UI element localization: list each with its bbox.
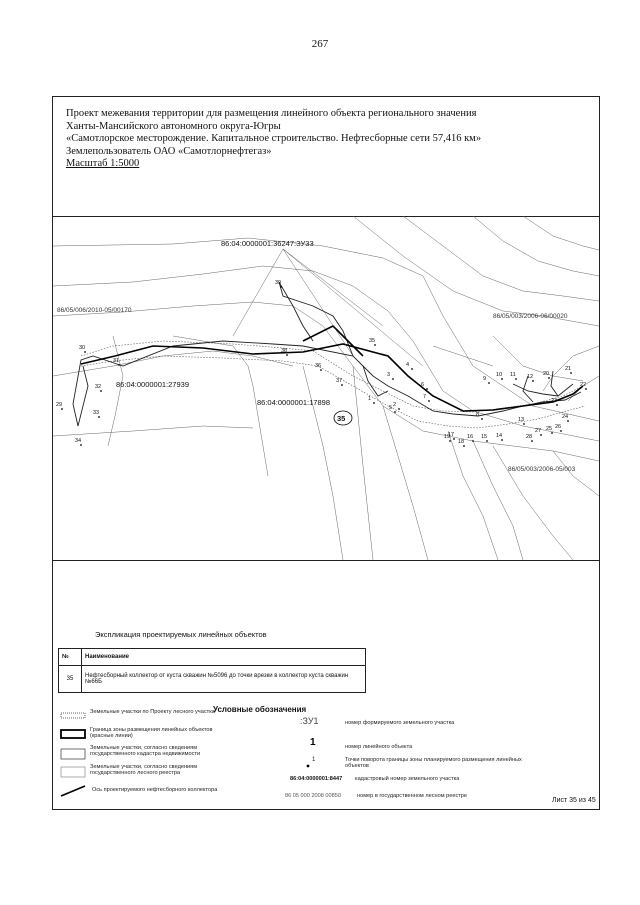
legend-left-item-1: Граница зоны размещения линейных объектов (красные линии): [90, 727, 213, 740]
turn-point-dot: [394, 411, 396, 413]
turn-point-label: 35: [369, 338, 376, 344]
title-line-1: Проект межевания территории для размещения линейного объекта регионального значения: [66, 108, 477, 119]
turn-point-dot: [472, 440, 474, 442]
title-line-4: Землепользователь ОАО «Самотлорнефтегаз»: [66, 145, 272, 157]
turn-point-label: 30: [79, 345, 86, 351]
forest-left-label: 86/05/006/2010-05/00170: [57, 307, 132, 314]
turn-point-dot: [585, 388, 587, 390]
turn-point-dot: [481, 418, 483, 420]
turn-point-label: 13: [518, 417, 525, 423]
turn-point-dot: [532, 380, 534, 382]
turn-point-label: 31: [113, 358, 120, 364]
legend-right-item-4: номер в государственном лесном реестре: [357, 793, 468, 799]
turn-point-dot: [392, 378, 394, 380]
turn-point-dot: [449, 440, 451, 442]
turn-point-dot: [463, 445, 465, 447]
turn-point-label: 24: [562, 414, 569, 420]
forest-right-top-label: 86/05/003/2006-06/00020: [493, 313, 568, 320]
turn-point-dot: [548, 377, 550, 379]
turn-point-dot: [398, 408, 400, 410]
cadastre-plot-icon: [60, 748, 86, 760]
turn-point-dot: [80, 444, 82, 446]
turn-point-dot: [118, 364, 120, 366]
turn-point-dot: [286, 354, 288, 356]
turn-point-dot: [411, 368, 413, 370]
turn-point-label: 25: [546, 426, 553, 432]
forest-plot-icon: [60, 766, 86, 778]
turn-point-dot: [426, 388, 428, 390]
legend-right-item-0: номер формируемого земельного участка: [345, 720, 455, 726]
turn-point-label: 5: [389, 405, 393, 411]
cadastral-map: [53, 216, 599, 560]
turn-point-dot: [515, 378, 517, 380]
turn-point-label: 23: [551, 398, 558, 404]
object-number-marker: [334, 411, 352, 425]
turn-point-label: 34: [75, 438, 82, 444]
turn-point-label: 26: [555, 424, 562, 430]
forest-right-bottom-label: 86/05/003/2006-05/003: [508, 466, 576, 473]
turn-point-label: 1: [368, 396, 372, 402]
turn-point-label: 17: [448, 432, 455, 438]
turn-point-label: 11: [510, 372, 516, 378]
turn-point-label: 6: [421, 382, 425, 388]
turn-point-label: 27: [535, 428, 542, 434]
turn-point-label: 14: [496, 433, 503, 439]
turn-point-dot: [453, 438, 455, 440]
turn-point-label: 36: [315, 363, 322, 369]
sheet-label: Лист 35 из 45: [552, 797, 596, 804]
turn-point-label: 37: [336, 378, 343, 384]
map-bottom-border: [53, 560, 599, 561]
turn-point-label: 38: [281, 348, 288, 354]
turn-point-label: 3: [387, 372, 391, 378]
turn-point-dot: [341, 384, 343, 386]
explication-table: [58, 648, 366, 693]
turn-point-dot: [373, 402, 375, 404]
header-num: №: [59, 649, 82, 666]
new-plot-symbol: :ЗУ1: [300, 716, 319, 726]
turn-point-dot: [486, 440, 488, 442]
page-number: 267: [311, 38, 329, 50]
turn-point-label: 22: [580, 382, 587, 388]
turn-point-dot: [531, 440, 533, 442]
turn-point-dot: [560, 430, 562, 432]
turn-point-dot: [84, 351, 86, 353]
turn-point-dot: [488, 382, 490, 384]
legend-left-item-0: Земельные участки по Проекту лесного участка: [90, 709, 215, 715]
turn-point-dot: [540, 434, 542, 436]
legend-left-item-2: Земельные участки, согласно сведениям государственного кадастра недвижимости: [90, 745, 201, 758]
turn-point-label: 8: [476, 412, 480, 418]
cadastral-number-symbol: 86:04:0000001:8447: [290, 776, 343, 782]
turn-point-label: 2: [393, 402, 397, 408]
plot-mid-cadastral-label: 86:04:0000001:17898: [257, 398, 330, 407]
turn-point-label: 15: [481, 434, 488, 440]
turn-point-label: 16: [467, 434, 474, 440]
turn-point-dot: [567, 420, 569, 422]
svg-text:35: 35: [337, 414, 346, 423]
turn-point-dot: [280, 286, 282, 288]
turn-point-label: 33: [93, 410, 100, 416]
legend-title: Условные обозначения: [213, 705, 307, 714]
cadastral-main-label: 86:04:0000001:36247:ЗУ33: [221, 239, 314, 248]
plot-left-cadastral-label: 86:04:0000001:27939: [116, 380, 189, 389]
legend-right-item-3: кадастровый номер земельного участка: [355, 776, 460, 782]
row-name: Нефтесборный коллектор от куста скважин №5096 до точки врезки в коллектор куста скважин №66Б: [82, 666, 366, 693]
turn-point-label: 9: [483, 376, 487, 382]
turn-point-label: 20: [543, 371, 550, 377]
legend-left-item-4: Ось проектируемого нефтесборного коллектора: [92, 787, 218, 793]
legend-left-item-3: Земельные участки, согласно сведениям государственного лесного реестра: [90, 764, 198, 777]
turn-point-dot: [98, 416, 100, 418]
object-number-symbol: 1: [310, 737, 316, 748]
pipeline-axis-icon: [60, 784, 86, 798]
turn-point-dot: [374, 344, 376, 346]
turn-point-label: 29: [56, 402, 63, 408]
turn-points: [56, 280, 587, 447]
legend-right-item-1: номер линейного объекта: [345, 744, 413, 750]
turn-point-dot: [556, 404, 558, 406]
row-num: 35: [59, 666, 82, 693]
explication-title: Экспликация проектируемых линейных объектов: [95, 630, 267, 639]
turn-point-dot: [100, 390, 102, 392]
turn-point-label: 4: [406, 362, 410, 368]
turn-point-label: 21: [565, 366, 572, 372]
turn-point-label: 12: [527, 374, 534, 380]
turn-point-dot: [428, 400, 430, 402]
turn-point-label: 18: [458, 439, 465, 445]
turn-point-label: 7: [423, 394, 427, 400]
scale-label: Масштаб 1:5000: [66, 158, 140, 169]
title-line-2: Ханты-Мансийского автономного округа-Югры: [66, 120, 281, 132]
forest-registry-symbol: 86 05 000 2008 00850: [285, 793, 341, 799]
turn-point-dot: [523, 423, 525, 425]
table-row: [59, 666, 366, 693]
title-line-3: «Самотлорское месторождение. Капитальное строительство. Нефтесборные сети 57,416 км»: [66, 133, 482, 144]
turn-point-icon: [303, 758, 319, 770]
turn-point-dot: [501, 439, 503, 441]
turn-point-label: 39: [275, 280, 282, 286]
dotted-area-icon: [60, 712, 86, 720]
title-block: [66, 108, 481, 171]
turn-point-label: 28: [526, 434, 533, 440]
turn-point-dot: [320, 369, 322, 371]
turn-point-label: 32: [95, 384, 102, 390]
turn-point-label: 10: [496, 372, 503, 378]
turn-point-symbol: 1: [312, 757, 316, 763]
zone-boundary-icon: [60, 729, 86, 739]
turn-point-dot: [551, 432, 553, 434]
turn-point-dot: [570, 372, 572, 374]
header-name: Наименование: [82, 649, 366, 666]
turn-point-dot: [501, 378, 503, 380]
legend-right-item-2: Точки поворота границы зоны планируемого размещения линейных объектов: [345, 757, 522, 770]
turn-point-label: 19: [444, 434, 451, 440]
turn-point-dot: [61, 408, 63, 410]
